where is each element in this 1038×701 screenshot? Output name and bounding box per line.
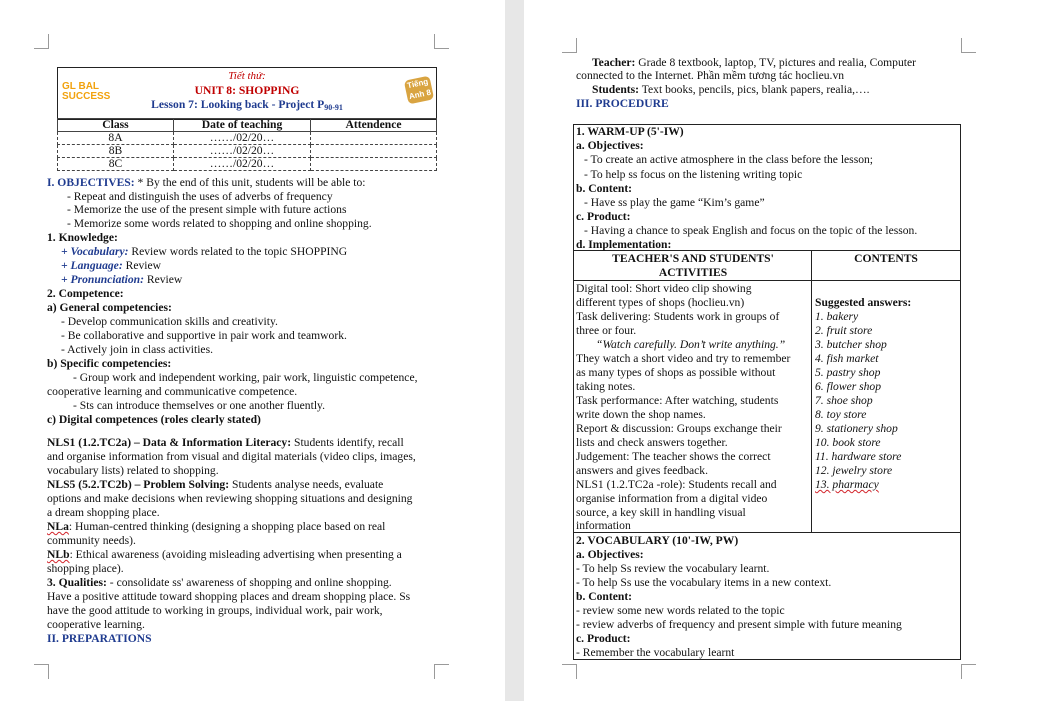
section-heading: c. Product: <box>576 210 631 223</box>
crop-mark <box>562 38 577 53</box>
table-cell: 8A <box>58 132 174 145</box>
document-page-left <box>0 0 505 701</box>
answer-item: 12. jewelry store <box>815 464 893 477</box>
unit-title: UNIT 8: SHOPPING <box>194 84 300 97</box>
table-cell: 8B <box>58 145 174 158</box>
activity-line: answers and gives feedback. <box>576 464 708 477</box>
text-line: - Actively join in class activities. <box>61 343 213 356</box>
activity-line: NLS1 (1.2.TC2a -role): Students recall and <box>576 478 777 491</box>
answers-title: Suggested answers: <box>815 296 912 309</box>
table-row <box>58 132 437 145</box>
text-line: - To help Ss use the vocabulary items in a new context. <box>576 576 832 589</box>
activity-line: information <box>576 519 631 532</box>
activity-line: organise information from a digital video <box>576 492 768 505</box>
procedure-heading: III. PROCEDURE <box>576 97 669 110</box>
table-cell: 8C <box>58 158 174 171</box>
text-line: community needs). <box>47 534 136 547</box>
text-line: - Remember the vocabulary learnt <box>576 646 735 659</box>
table-cell: ……/02/20… <box>174 132 311 145</box>
activity-line: as many types of shops as possible without <box>576 366 776 379</box>
table-header: Date of teaching <box>174 119 311 132</box>
lesson-title: Lesson 7: Looking back - Project P90-91 <box>151 98 343 112</box>
teacher-preparation: Teacher: Grade 8 textbook, laptop, TV, pictures and realia, Computer <box>592 56 917 69</box>
text-line: - To help Ss review the vocabulary learnt. <box>576 562 770 575</box>
section-heading: 2. Competence: <box>47 287 124 300</box>
text-line: + Vocabulary: Review words related to the topic SHOPPING <box>61 245 348 258</box>
table-row <box>58 145 437 158</box>
answer-item: 8. toy store <box>815 408 867 421</box>
class-table <box>57 118 437 171</box>
text-line: NLS1 (1.2.TC2a) – Data & Information Literacy: Students identify, recall <box>47 436 404 449</box>
text-line: - Be collaborative and supportive in pair work and teamwork. <box>61 329 347 342</box>
text-line: options and make decisions when reviewing shopping situations and designing <box>47 492 413 505</box>
text-line: a dream shopping place. <box>47 506 160 519</box>
crop-mark <box>34 664 49 679</box>
activity-line: Digital tool: Short video clip showing <box>576 282 752 295</box>
lesson-header-box <box>57 67 437 120</box>
table-header: Attendence <box>311 119 437 132</box>
preparations-heading: II. PREPARATIONS <box>47 632 152 645</box>
crop-mark <box>562 664 577 679</box>
activity-line: lists and check answers together. <box>576 436 728 449</box>
answer-item: 9. stationery shop <box>815 422 898 435</box>
students-preparation: Students: Text books, pencils, pics, blank papers, realia,…. <box>592 83 870 96</box>
table-cell <box>311 132 437 145</box>
text-line: - Have ss play the game “Kim’s game” <box>584 196 765 209</box>
table-divider <box>573 532 960 533</box>
text-line: shopping place). <box>47 562 124 575</box>
section-heading: 1. Knowledge: <box>47 231 118 244</box>
table-cell <box>311 158 437 171</box>
text-line: have the good attitude to working in groups, individual work, pair work, <box>47 604 383 617</box>
answer-item: 2. fruit store <box>815 324 873 337</box>
section-heading: c) Digital competences (roles clearly stated) <box>47 413 261 426</box>
activity-line: source, a key skill in handling visual <box>576 506 746 519</box>
activity-line: three or four. <box>576 324 637 337</box>
text-line: - Memorize the use of the present simple with future actions <box>67 203 347 216</box>
global-success-logo: GL BAL SUCCESS <box>62 81 111 102</box>
answer-item: 6. flower shop <box>815 380 882 393</box>
activity-line: different types of shops (hoclieu.vn) <box>576 296 745 309</box>
answer-item: 13. pharmacy <box>815 478 879 491</box>
warmup-heading: 1. WARM-UP (5'-IW) <box>576 125 684 138</box>
activity-line: Task performance: After watching, students <box>576 394 779 407</box>
section-heading: a) General competencies: <box>47 301 172 314</box>
activity-line: Task delivering: Students work in groups of <box>576 310 780 323</box>
text-line: - Sts can introduce themselves or one another fluently. <box>73 399 325 412</box>
answer-item: 11. hardware store <box>815 450 902 463</box>
text-line: + Language: Review <box>61 259 162 272</box>
section-heading: b. Content: <box>576 182 633 195</box>
crop-mark <box>34 34 49 49</box>
table-column-divider <box>811 250 812 532</box>
activity-line: write down the shop names. <box>576 408 706 421</box>
table-header: Class <box>58 119 174 132</box>
table-cell: ……/02/20… <box>174 158 311 171</box>
section-heading: c. Product: <box>576 632 631 645</box>
document-page-right <box>524 0 1038 701</box>
text-line: - review adverbs of frequency and present simple with future meaning <box>576 618 902 631</box>
text-line: - Memorize some words related to shopping and online shopping. <box>67 217 372 230</box>
column-header-activities: TEACHER'S AND STUDENTS' <box>612 252 774 265</box>
table-divider <box>573 280 960 281</box>
section-heading: a. Objectives: <box>576 139 644 152</box>
text-line: + Pronunciation: Review <box>61 273 183 286</box>
activity-line: Report & discussion: Groups exchange their <box>576 422 782 435</box>
section-heading: b. Content: <box>576 590 633 603</box>
table-cell <box>311 145 437 158</box>
answer-item: 10. book store <box>815 436 881 449</box>
text-line: vocabulary lists) related to shopping. <box>47 464 219 477</box>
activity-line: They watch a short video and try to remember <box>576 352 791 365</box>
column-header-contents: CONTENTS <box>854 252 918 265</box>
textbook-badge-icon: Tiếng Anh 8 <box>404 76 434 105</box>
text-line: - Develop communication skills and creativity. <box>61 315 278 328</box>
text-line: cooperative learning and communicative competence. <box>47 385 298 398</box>
section-heading: d. Implementation: <box>576 238 672 251</box>
activity-line: “Watch carefully. Don’t write anything.” <box>596 338 786 351</box>
text-line: Have a positive attitude toward shopping places and dream shopping place. Ss <box>47 590 411 603</box>
activity-line: Judgement: The teacher shows the correct <box>576 450 771 463</box>
column-header-activities: ACTIVITIES <box>658 266 728 279</box>
section-heading: b) Specific competencies: <box>47 357 172 370</box>
vocabulary-heading: 2. VOCABULARY (10'-IW, PW) <box>576 534 739 547</box>
lesson-number: Tiết thứ: <box>228 70 266 82</box>
text-line: - To create an active atmosphere in the class before the lesson; <box>584 153 874 166</box>
text-line: connected to the Internet. Phần mềm tương tác hoclieu.vn <box>576 69 845 82</box>
text-line: and organise information from visual and digital materials (video clips, images, <box>47 450 416 463</box>
activity-line: taking notes. <box>576 380 636 393</box>
crop-mark <box>434 34 449 49</box>
crop-mark <box>961 38 976 53</box>
text-line: NLa: Human-centred thinking (designing a shopping place based on real <box>47 520 386 533</box>
text-line: - Repeat and distinguish the uses of adverbs of frequency <box>67 190 333 203</box>
text-line: - review some new words related to the topic <box>576 604 785 617</box>
answer-item: 4. fish market <box>815 352 879 365</box>
objectives-heading: I. OBJECTIVES: * By the end of this unit, students will be able to: <box>47 176 366 189</box>
answer-item: 1. bakery <box>815 310 859 323</box>
text-line: - To help ss focus on the listening writing topic <box>584 168 803 181</box>
text-line: - Group work and independent working, pair work, linguistic competence, <box>73 371 418 384</box>
answer-item: 5. pastry shop <box>815 366 881 379</box>
text-line: NLS5 (5.2.TC2b) – Problem Solving: Students analyse needs, evaluate <box>47 478 384 491</box>
text-line: - Having a chance to speak English and focus on the topic of the lesson. <box>584 224 918 237</box>
table-cell: ……/02/20… <box>174 145 311 158</box>
crop-mark <box>434 664 449 679</box>
crop-mark <box>961 664 976 679</box>
text-line: NLb: Ethical awareness (avoiding misleading advertising when presenting a <box>47 548 402 561</box>
answer-item: 3. butcher shop <box>815 338 887 351</box>
answer-item: 7. shoe shop <box>815 394 873 407</box>
section-heading: a. Objectives: <box>576 548 644 561</box>
text-line: 3. Qualities: - consolidate ss' awareness of shopping and online shopping. <box>47 576 392 589</box>
table-row <box>58 158 437 171</box>
text-line: cooperative learning. <box>47 618 145 631</box>
